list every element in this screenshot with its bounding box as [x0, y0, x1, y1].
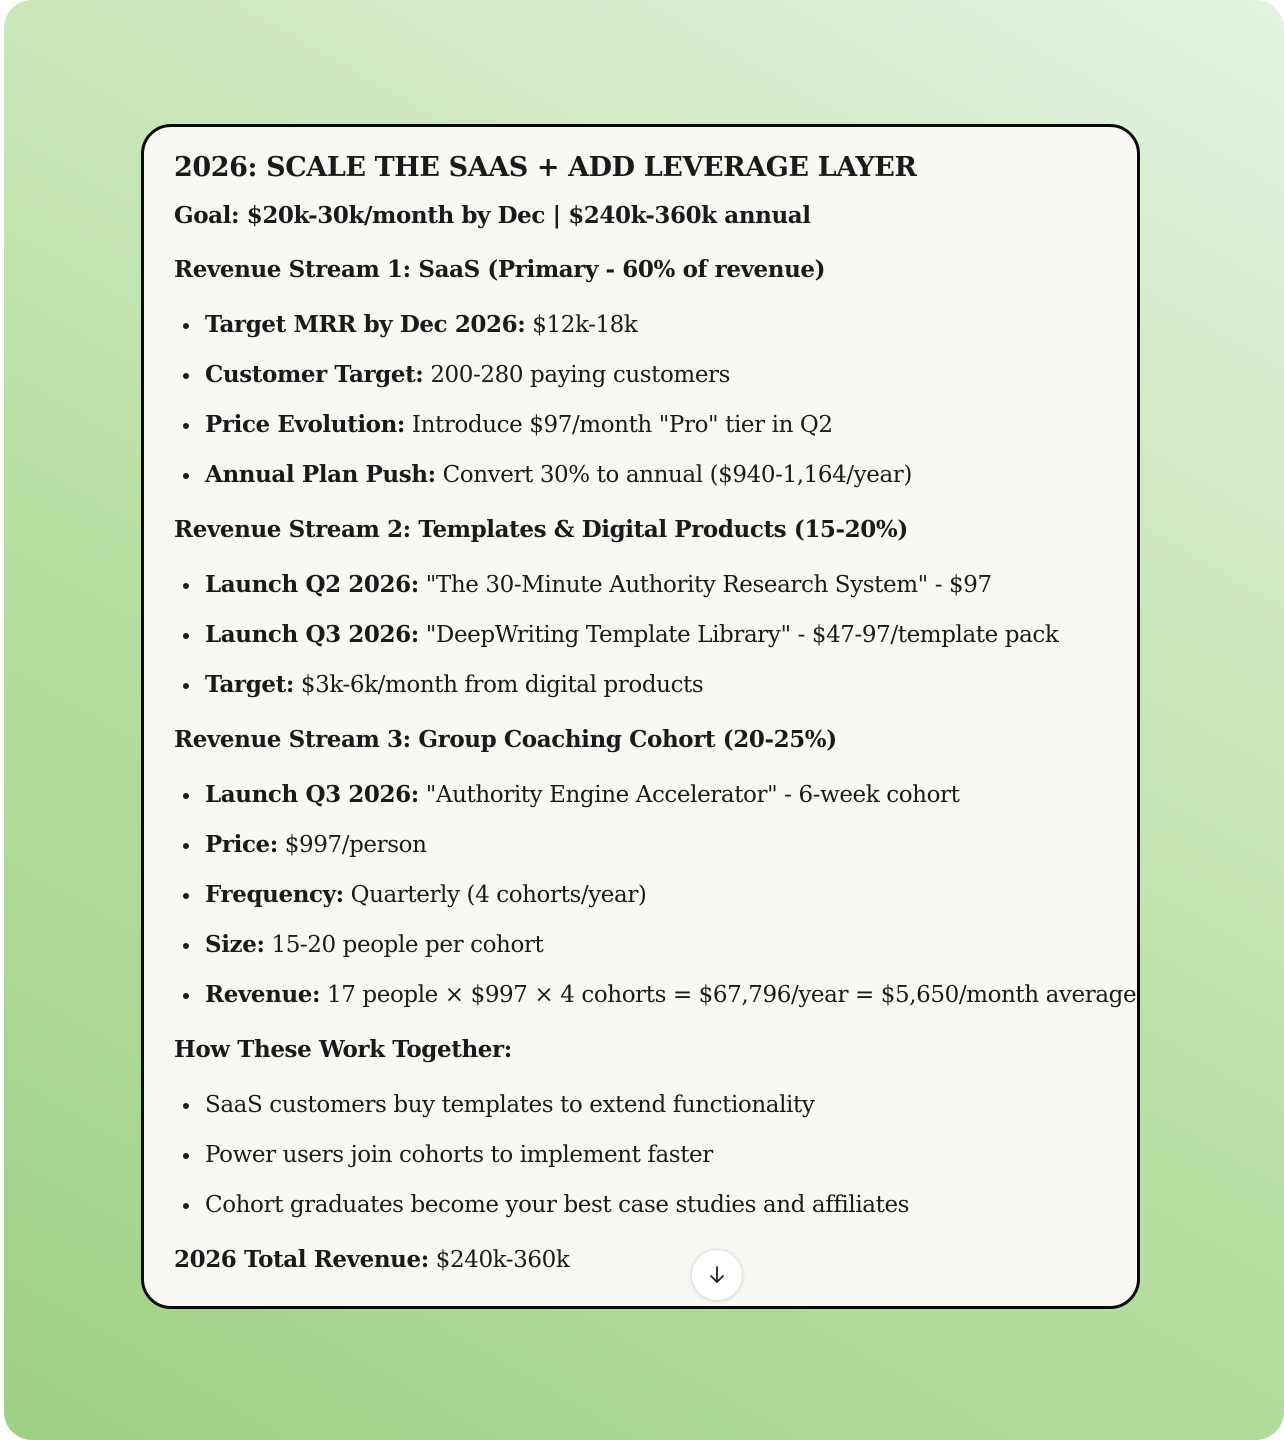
item-label: Size:: [205, 931, 265, 958]
list-item: [174, 1190, 1117, 1220]
item-label: Target:: [205, 671, 294, 698]
list-item: [174, 1140, 1117, 1170]
item-label: Target MRR by Dec 2026:: [205, 311, 526, 338]
item-label: Price:: [205, 831, 278, 858]
scroll-down-button[interactable]: [691, 1249, 743, 1301]
stream-3-list: [174, 780, 1137, 1010]
item-text: $997/person: [277, 832, 427, 858]
goal-line: Goal: $20k-30k/month by Dec | $240k-360k annual: [174, 202, 811, 229]
item-text: Power users join cohorts to implement faster: [205, 1142, 713, 1168]
item-text: 15-20 people per cohort: [264, 932, 544, 958]
list-item: [174, 620, 1117, 650]
message-card: [141, 124, 1140, 1309]
total-label: 2026 Total Revenue:: [174, 1246, 429, 1273]
stream-1-list: [174, 310, 1117, 490]
how-together-list: [174, 1090, 1117, 1220]
list-item: [174, 930, 1117, 960]
item-text: Quarterly (4 cohorts/year): [343, 882, 647, 908]
item-text: Introduce $97/month "Pro" tier in Q2: [405, 412, 833, 438]
section-heading-stream-3: Revenue Stream 3: Group Coaching Cohort (20-25%): [174, 726, 837, 753]
list-item: [174, 460, 1117, 490]
item-label: Frequency:: [205, 881, 344, 908]
item-text: Convert 30% to annual ($940-1,164/year): [435, 462, 912, 488]
list-item: [174, 410, 1117, 440]
list-item: [174, 1090, 1117, 1120]
item-label: Launch Q3 2026:: [205, 621, 419, 648]
item-label: Price Evolution:: [205, 411, 406, 438]
item-text: $3k-6k/month from digital products: [293, 672, 704, 698]
item-text: $12k-18k: [525, 312, 638, 338]
item-label: Revenue:: [205, 981, 321, 1008]
list-item: [174, 830, 1117, 860]
section-heading-stream-1: Revenue Stream 1: SaaS (Primary - 60% of revenue): [174, 256, 826, 283]
stream-2-list: [174, 570, 1117, 700]
list-item: [174, 780, 1117, 810]
item-text: Cohort graduates become your best case studies and affiliates: [205, 1192, 910, 1218]
section-heading-stream-2: Revenue Stream 2: Templates & Digital Products (15-20%): [174, 516, 908, 543]
list-item: [174, 310, 1117, 340]
list-item: [174, 360, 1117, 390]
item-label: Customer Target:: [205, 361, 424, 388]
item-text: "DeepWriting Template Library" - $47-97/template pack: [418, 622, 1059, 648]
section-heading-how-together: How These Work Together:: [174, 1036, 512, 1063]
item-text: SaaS customers buy templates to extend functionality: [205, 1092, 815, 1118]
list-item: [174, 880, 1117, 910]
item-text: 17 people × $997 × 4 cohorts = $67,796/year = $5,650/month average: [320, 982, 1137, 1008]
item-text: "The 30-Minute Authority Research System" - $97: [418, 572, 992, 598]
total-revenue-line: [174, 1245, 1117, 1275]
list-item: [174, 980, 1137, 1010]
item-text: "Authority Engine Accelerator" - 6-week cohort: [418, 782, 960, 808]
list-item: [174, 670, 1117, 700]
item-label: Launch Q2 2026:: [205, 571, 419, 598]
document-title: 2026: SCALE THE SAAS + ADD LEVERAGE LAYER: [174, 152, 917, 183]
arrow-down-icon: [707, 1264, 727, 1286]
item-label: Launch Q3 2026:: [205, 781, 419, 808]
item-text: 200-280 paying customers: [423, 362, 731, 388]
total-value: $240k-360k: [428, 1247, 570, 1273]
list-item: [174, 570, 1117, 600]
message-content: [144, 127, 1137, 1275]
item-label: Annual Plan Push:: [205, 461, 436, 488]
